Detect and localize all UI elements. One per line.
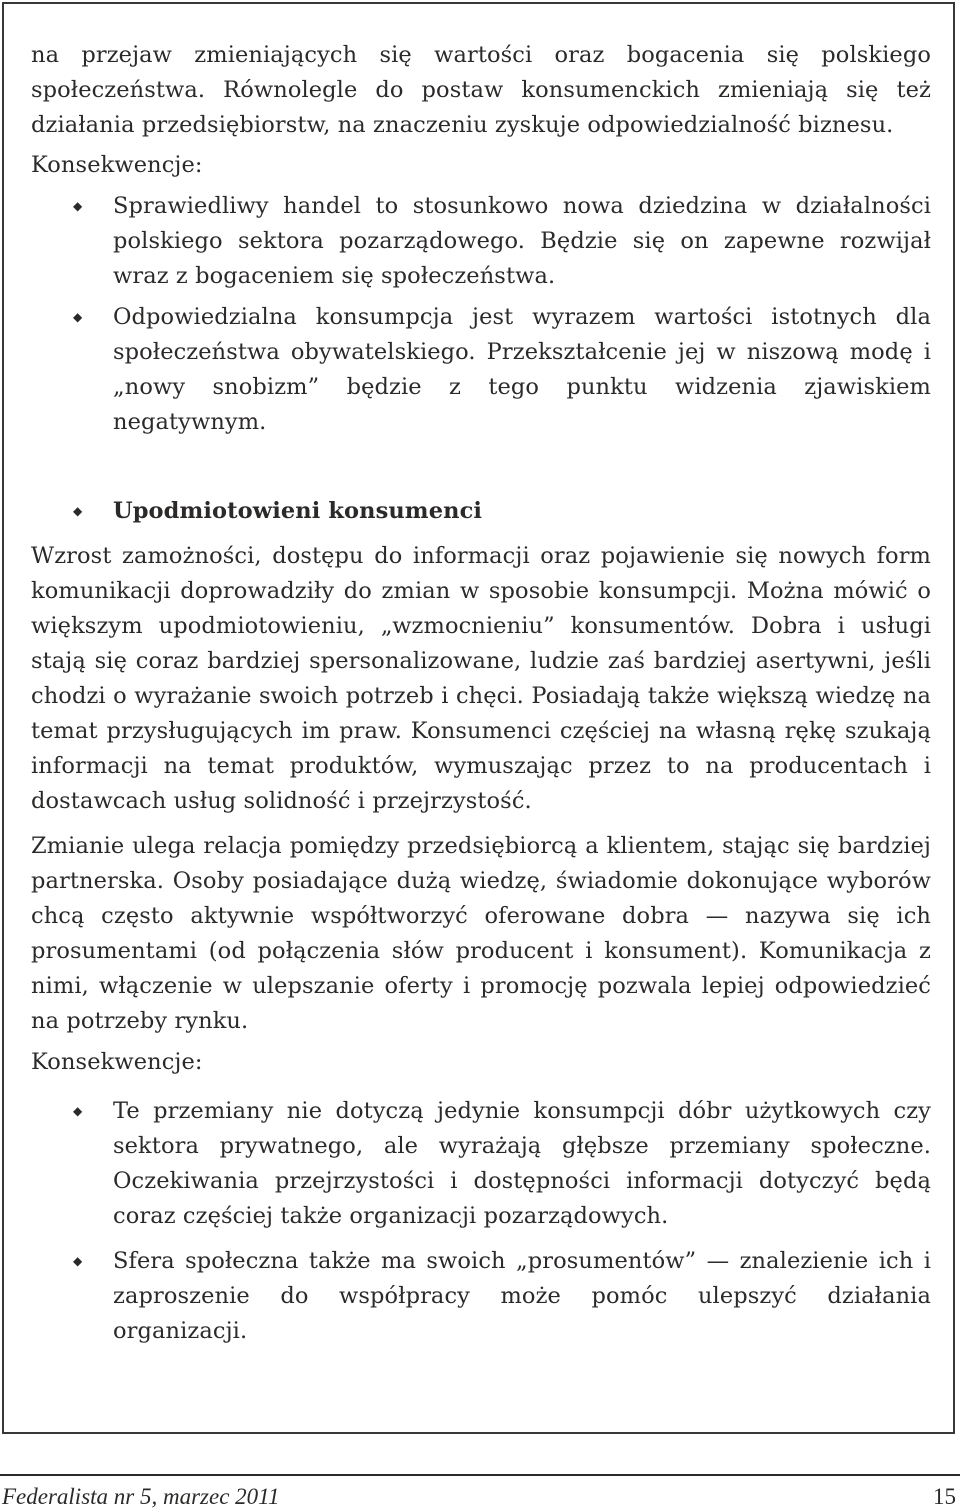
consequences-label: Konsekwencje: [31, 152, 203, 178]
document-body [31, 38, 931, 1349]
diamond-bullet-icon: ◆ [73, 310, 83, 324]
consequences-list [31, 189, 931, 440]
list-item-text: Odpowiedzialna konsumpcja jest wyrazem wartości istotnych dla społeczeństwa obywatelskiego. Przekształcenie jej w niszową modę i „nowy snobizm” będzie z tego punktu widzenia zjawiskiem negatywnym. [113, 304, 931, 435]
diamond-bullet-icon: ◆ [73, 199, 83, 213]
intro-paragraph: na przejaw zmieniających się wartości oraz bogacenia się polskiego społeczeństwa. Równolegle do postaw konsumenckich zmieniają się też działania przedsiębiorstw, na znaczeniu zyskuje odpowiedzialność biznesu. [31, 42, 931, 138]
consequences-list [31, 1094, 931, 1349]
body-paragraph: Zmianie ulega relacja pomiędzy przedsiębiorcą a klientem, stając się bardziej partnerska. Osoby posiadające dużą wiedzę, świadomie dokonujące wyborów chcą często aktywnie współtworzyć oferowane dobra — nazywa się ich prosumentami (od połączenia słów producent i konsument). Komunikacja z nimi, włączenie w ulepszanie oferty i promocję pozwala lepiej odpowiedzieć na potrzeby rynku. [31, 833, 931, 1034]
list-item-text: Te przemiany nie dotyczą jedynie konsumpcji dóbr użytkowych czy sektora prywatnego, ale wyrażają głębsze przemiany społeczne. Oczekiwania przejrzystości i dostępności informacji dotyczyć będą coraz częściej także organizacji pozarządowych. [113, 1098, 931, 1229]
list-item-text: Sfera społeczna także ma swoich „prosumentów” — znalezienie ich i zaproszenie do współpracy może pomóc ulepszyć działania organizacji. [113, 1248, 931, 1344]
section-heading [31, 494, 931, 529]
list-item [31, 300, 931, 440]
list-item-text: Sprawiedliwy handel to stosunkowo nowa dziedzina w działalności polskiego sektora pozarządowego. Będzie się on zapewne rozwijał wraz z bogaceniem się społeczeństwa. [113, 193, 931, 289]
consequences-label: Konsekwencje: [31, 1049, 203, 1075]
footer-divider [0, 1474, 960, 1476]
list-item [31, 1094, 931, 1234]
diamond-bullet-icon: ◆ [73, 504, 83, 518]
diamond-bullet-icon: ◆ [73, 1254, 83, 1268]
diamond-bullet-icon: ◆ [73, 1104, 83, 1118]
body-paragraph: Wzrost zamożności, dostępu do informacji oraz pojawienie się nowych form komunikacji doprowadziły do zmian w sposobie konsumpcji. Można mówić o większym upodmiotowieniu, „wzmocnieniu” konsumentów. Dobra i usługi stają się coraz bardziej spersonalizowane, ludzie zaś bardziej asertywni, jeśli chodzi o wyrażanie swoich potrzeb i chęci. Posiadają także większą wiedzę na temat przysługujących im praw. Konsumenci częściej na własną rękę szukają informacji na temat produktów, wymuszając przez to na producentach i dostawcach usług solidność i przejrzystość. [31, 543, 931, 814]
page-number: 15 [933, 1484, 956, 1509]
section-heading-text: Upodmiotowieni konsumenci [113, 498, 483, 524]
list-item [31, 189, 931, 294]
publication-title: Federalista nr 5, marzec 2011 [2, 1484, 280, 1509]
list-item [31, 1244, 931, 1349]
